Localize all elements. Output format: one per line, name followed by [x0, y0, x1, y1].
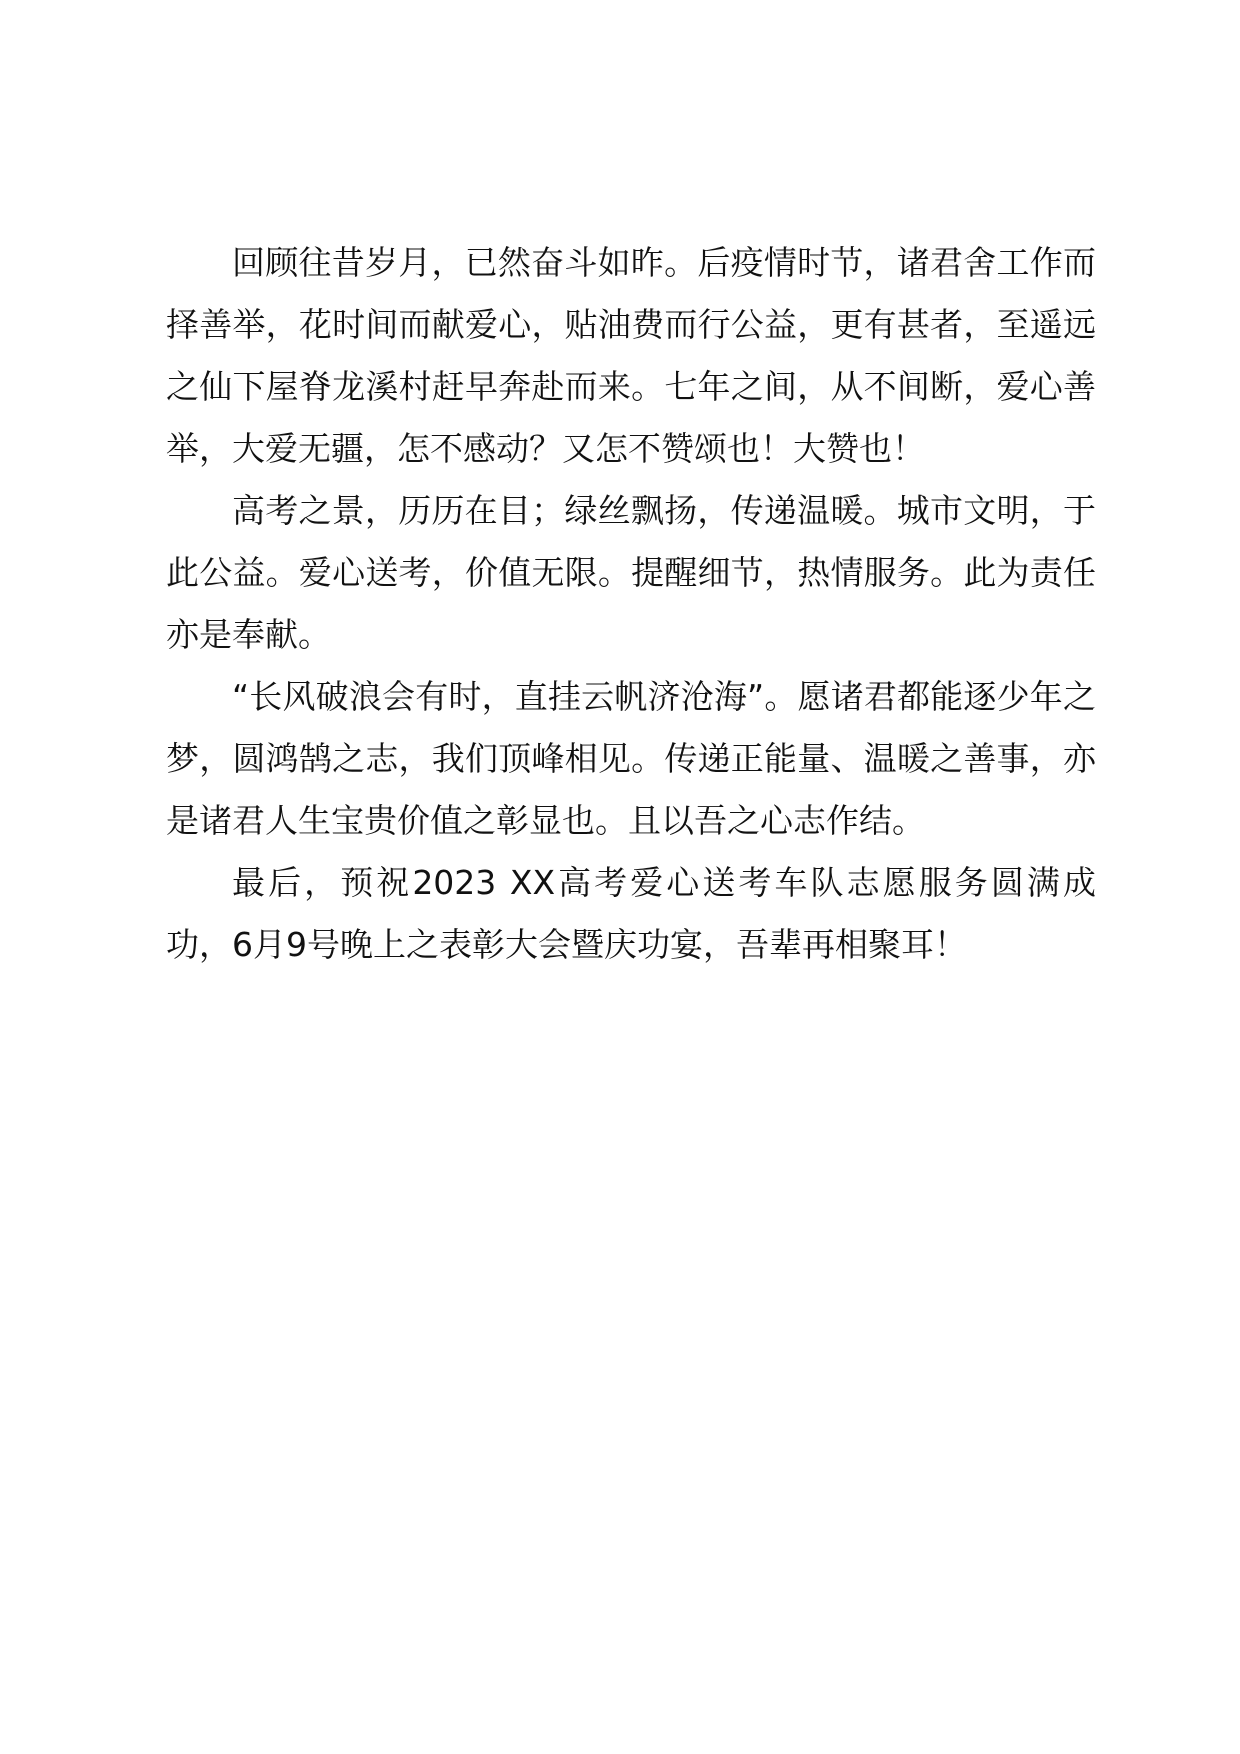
paragraph-exam-scene: 高考之景，历历在目；绿丝飘扬，传递温暖。城市文明，于此公益。爱心送考，价值无限。提醒细节，热情服务。此为责任亦是奉献。	[166, 491, 1096, 654]
paragraph-wishes: “长风破浪会有时，直挂云帆济沧海”。愿诸君都能逐少年之梦，圆鸿鹄之志，我们顶峰相见。传递正能量、温暖之善事，亦是诸君人生宝贵价值之彰显也。且以吾之心志作结。	[166, 677, 1096, 840]
paragraph-closing: 最后，预祝2023 XX高考爱心送考车队志愿服务圆满成功，6月9号晚上之表彰大会暨庆功宴，吾辈再相聚耳！	[166, 863, 1096, 964]
paragraph-recollection: 回顾往昔岁月，已然奋斗如昨。后疫情时节，诸君舍工作而择善举，花时间而献爱心，贴油费而行公益，更有甚者，至遥远之仙下屋脊龙溪村赶早奔赴而来。七年之间，从不间断，爱心善举，大爱无疆，怎不感动？又怎不赞颂也！大赞也！	[166, 243, 1096, 468]
document-body	[166, 232, 1096, 976]
